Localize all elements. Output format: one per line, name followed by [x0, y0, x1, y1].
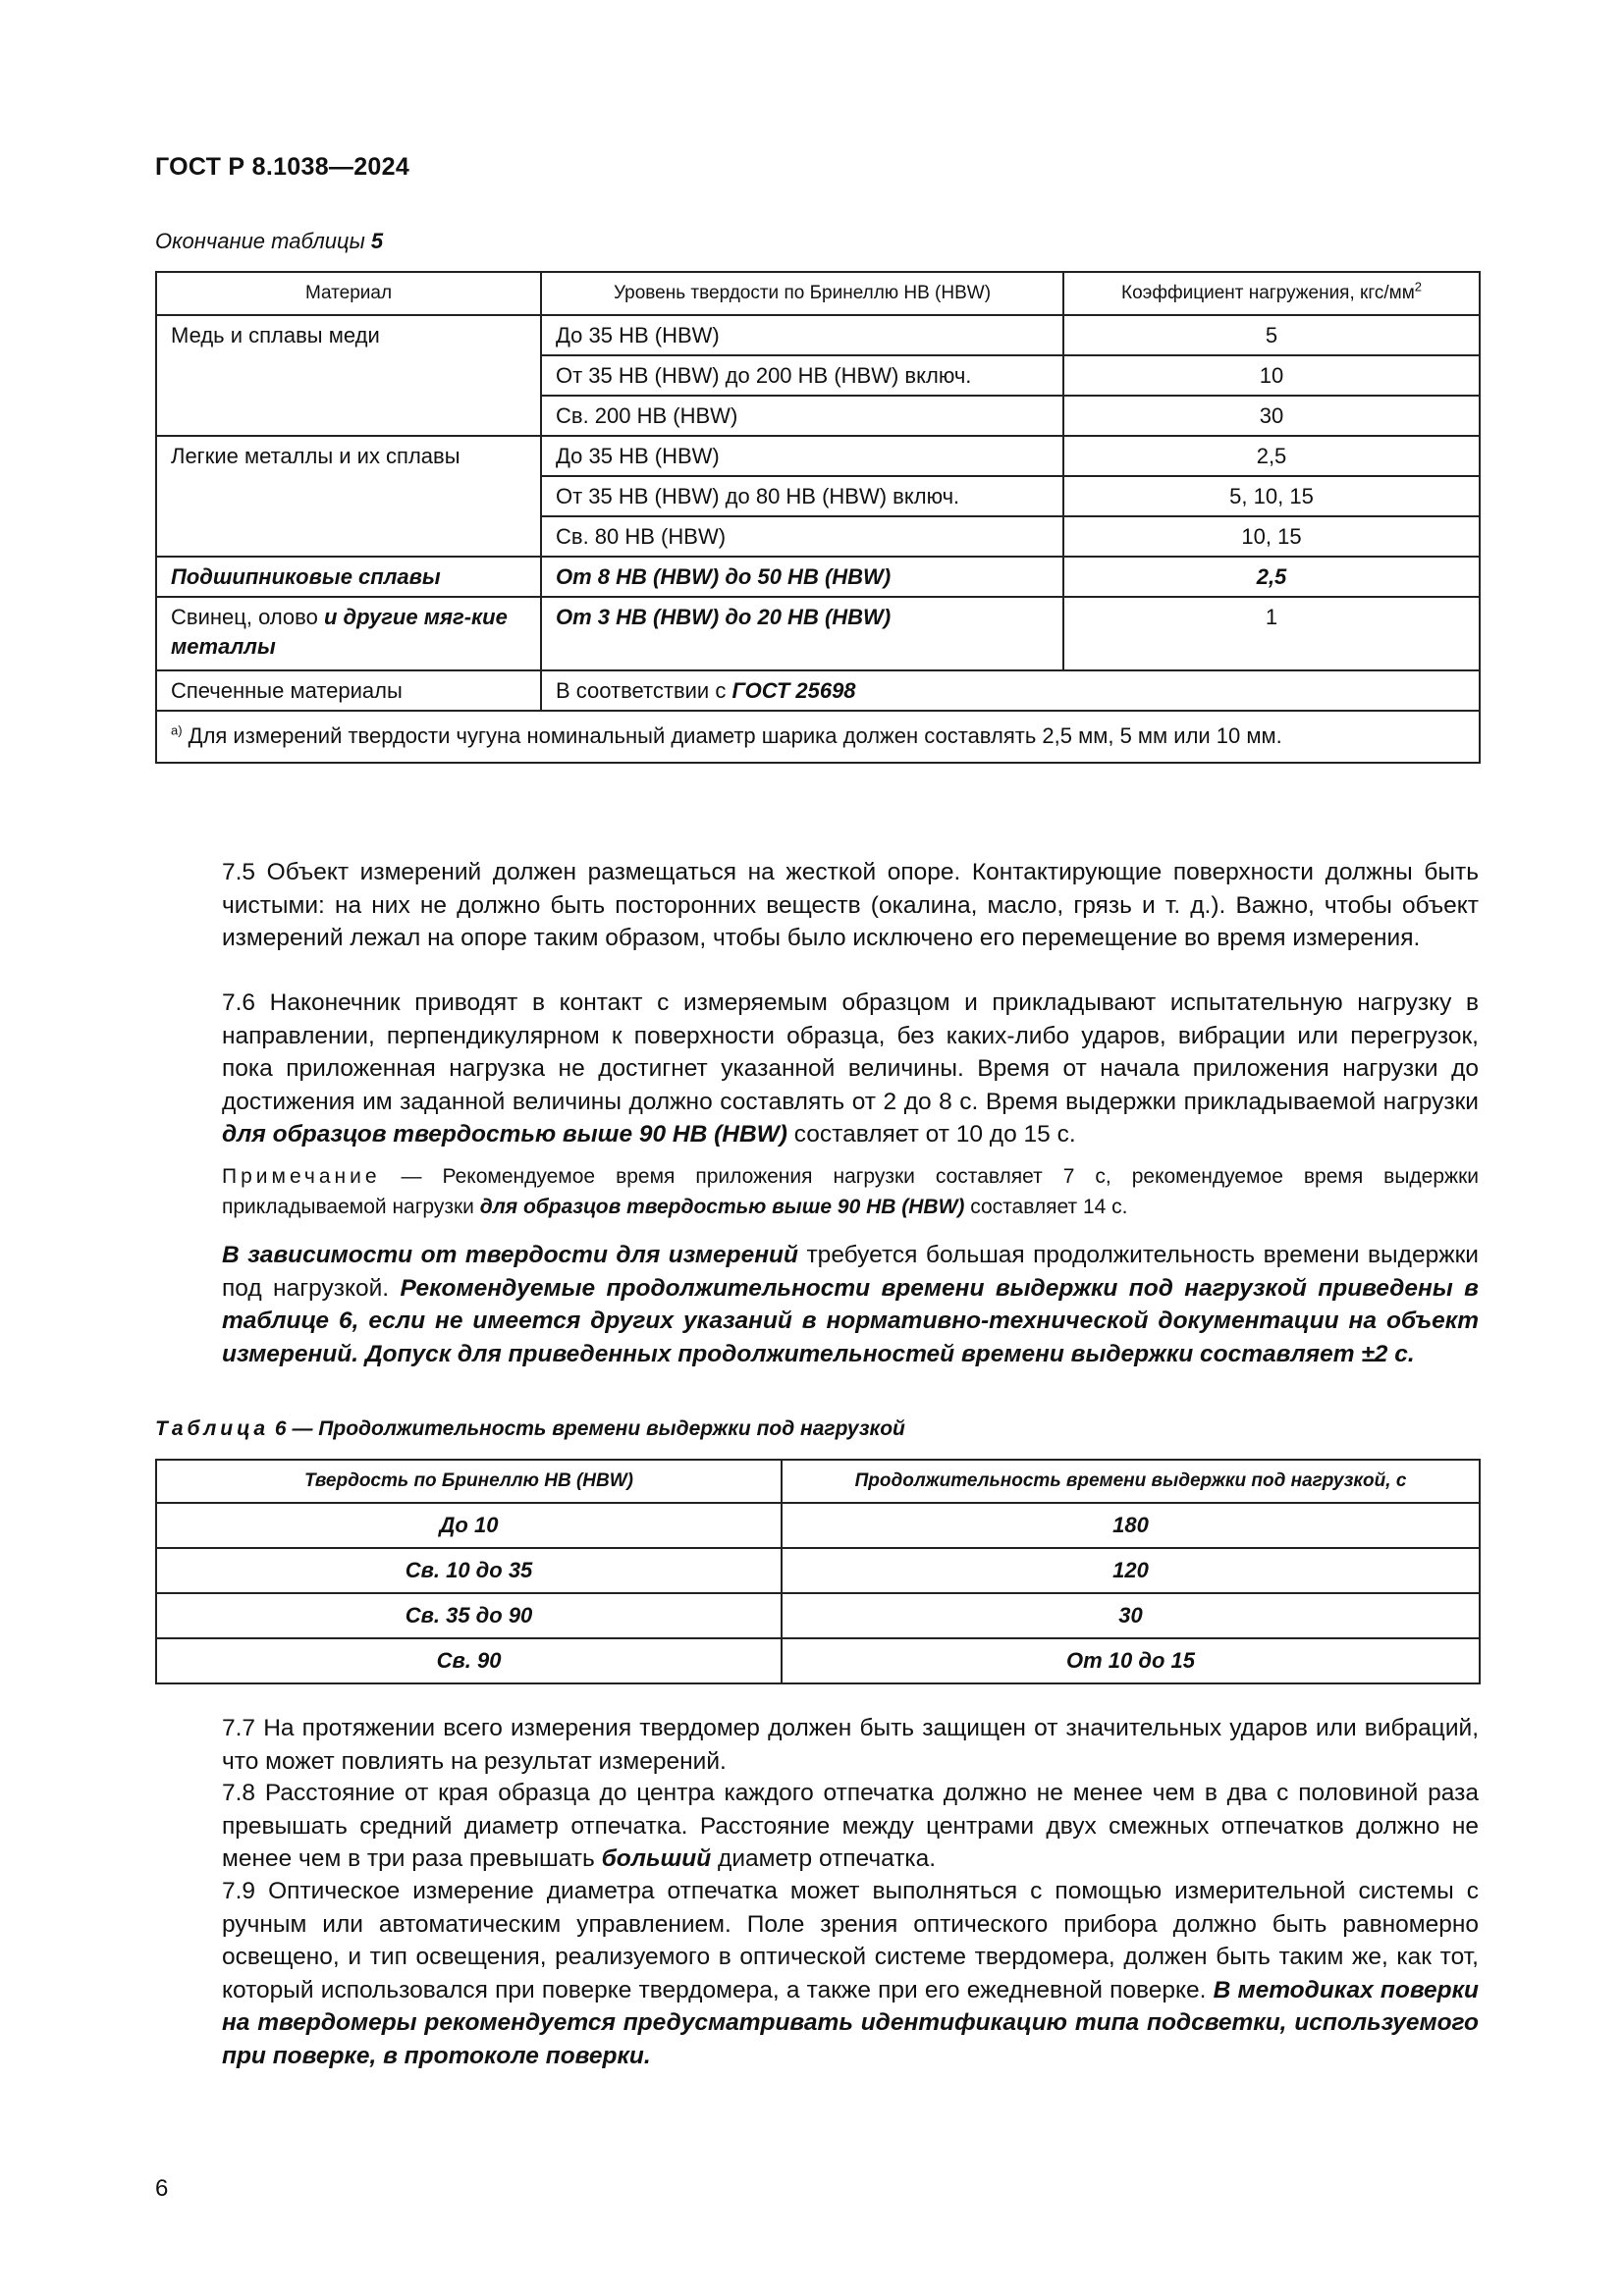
table-5 — [155, 271, 1481, 764]
table-row — [156, 436, 1480, 476]
level-cell: Св. 200 HB (HBW) — [541, 396, 1063, 436]
paragraph-7-8 — [155, 1777, 1479, 1876]
p79-bold: В методиках поверки на твердомеры рекомендуется предусматривать идентификацию типа подсветки, используемого при поверке, в протоколе поверки. — [222, 1976, 1480, 2069]
paragraph-7-7 — [155, 1712, 1479, 1778]
paragraph-text — [155, 1875, 1479, 2072]
table6-title — [155, 1417, 905, 1441]
table6-title-rest: 6 — Продолжительность времени выдержки под нагрузкой — [269, 1417, 905, 1440]
material-cell: Легкие металлы и их сплавы — [156, 436, 541, 476]
header-load-coefficient-text: Коэффициент нагружения, кгс/мм — [1121, 283, 1415, 303]
p78-bold: больший — [601, 1845, 712, 1872]
paragraph-7-9 — [155, 1875, 1479, 2072]
level-cell — [541, 670, 1480, 711]
paragraph-text — [155, 987, 1479, 1151]
level-cell: До 35 HB (HBW) — [541, 315, 1063, 355]
material-cell-empty — [156, 355, 541, 396]
table-row — [156, 355, 1480, 396]
paragraph-dependence — [155, 1239, 1479, 1370]
table-row — [156, 1638, 1480, 1683]
level-cell: От 3 HB (HBW) до 20 HB (HBW) — [541, 597, 1063, 670]
level-cell: От 35 HB (HBW) до 80 HB (HBW) включ. — [541, 476, 1063, 516]
header-load-coefficient — [1063, 272, 1480, 315]
time-cell: 180 — [782, 1503, 1480, 1548]
p78-text: 7.8 Расстояние от края образца до центра каждого отпечатка должно не менее чем в два с половиной раза превышать средний диаметр отпечатка. Расстояние между центрами двух смежных отпечатков должно не менее чем в три раза превышать — [222, 1780, 1479, 1872]
table-row — [156, 315, 1480, 355]
note-bold: для образцов твердостью выше 90 HB (HBW) — [479, 1196, 965, 1218]
p76-end: составляет от 10 до 15 с. — [786, 1121, 1076, 1148]
paragraph-text: 7.5 Объект измерений должен размещаться на жесткой опоре. Контактирующие поверхности должны быть чистыми: на них не должно быть посторонних веществ (окалина, масло, грязь и т. д.). Важно, чтобы объект измерений лежал на опоре таким образом, чтобы было исключено его перемещение во время измерения. — [222, 859, 1479, 951]
table-row — [156, 516, 1480, 557]
table-header-row — [156, 272, 1480, 315]
dep-bold-1: В зависимости от твердости для измерений — [222, 1242, 798, 1268]
table-header-row — [156, 1460, 1480, 1503]
time-cell: 120 — [782, 1548, 1480, 1593]
coef-cell: 2,5 — [1063, 436, 1480, 476]
note — [155, 1161, 1479, 1222]
time-cell: 30 — [782, 1593, 1480, 1638]
hardness-cell: До 10 — [156, 1503, 782, 1548]
dep-text: требуется большая продолжительность времени выдержки под нагрузкой. — [222, 1242, 1479, 1302]
document-code: ГОСТ Р 8.1038—2024 — [155, 153, 410, 181]
material-cell: Спеченные материалы — [156, 670, 541, 711]
paragraph-7-5 — [155, 856, 1479, 955]
paragraph-7-6 — [155, 987, 1479, 1151]
dep-bold-2: Рекомендуемые продолжительности времени выдержки под нагрузкой приведены в таблице 6, если не имеется других указаний в нормативно-технической документации на объект измерений. Допуск для приведенных продолжительностей времени выдержки составляет ±2 с. — [222, 1274, 1479, 1367]
note-label: Примечание — [222, 1165, 381, 1188]
table-footnote-row — [156, 711, 1480, 763]
table-row — [156, 1548, 1480, 1593]
material-cell: Медь и сплавы меди — [156, 315, 541, 355]
p76-text: 7.6 Наконечник приводят в контакт с измеряемым образцом и прикладывают испытательную нагрузку в направлении, перпендикулярном к поверхности образца, без каких-либо ударов, вибрации или перегрузок, пока приложенная нагрузка не достигнет указанной величины. Время от начала приложения нагрузки до достижения им заданной величины должно составлять от 2 до 8 с. Время выдержки прикладываемой нагрузки — [222, 989, 1479, 1115]
material-text: Свинец, олово — [171, 605, 324, 629]
header-hardness-level: Уровень твердости по Бринеллю HB (HBW) — [541, 272, 1063, 315]
coef-cell: 10 — [1063, 355, 1480, 396]
material-text-bold: и другие мяг-кие металлы — [171, 605, 508, 659]
note-end: составляет 14 с. — [964, 1196, 1128, 1218]
material-cell-empty — [156, 476, 541, 516]
header-material: Материал — [156, 272, 541, 315]
page-number: 6 — [155, 2175, 169, 2202]
material-cell-empty — [156, 396, 541, 436]
table-row — [156, 1593, 1480, 1638]
footnote-text: Для измерений твердости чугуна номинальный диаметр шарика должен составлять 2,5 мм, 5 мм или 10 мм. — [182, 723, 1282, 748]
caption-prefix: Окончание таблицы — [155, 229, 371, 253]
footnote-mark: а) — [171, 722, 183, 738]
table-row — [156, 597, 1480, 670]
paragraph-text: 7.7 На протяжении всего измерения твердомер должен быть защищен от значительных ударов или вибраций, что может повлиять на результат измерений. — [222, 1715, 1479, 1775]
p76-bold: для образцов твердостью выше 90 HB (HBW) — [222, 1121, 787, 1148]
table-footnote — [156, 711, 1480, 763]
paragraph-text — [155, 1239, 1479, 1370]
hardness-cell: Св. 35 до 90 — [156, 1593, 782, 1638]
coef-cell: 10, 15 — [1063, 516, 1480, 557]
table-row — [156, 557, 1480, 597]
coef-cell: 5, 10, 15 — [1063, 476, 1480, 516]
table-row — [156, 476, 1480, 516]
hardness-cell: Св. 10 до 35 — [156, 1548, 782, 1593]
header-duration: Продолжительность времени выдержки под нагрузкой, с — [782, 1460, 1480, 1503]
superscript-2: 2 — [1414, 279, 1422, 294]
note-text — [155, 1161, 1479, 1222]
table5-continuation-caption — [155, 229, 383, 254]
gost-reference: ГОСТ 25698 — [731, 678, 856, 703]
coef-cell: 2,5 — [1063, 557, 1480, 597]
level-cell: От 8 HB (HBW) до 50 HB (HBW) — [541, 557, 1063, 597]
p78-end: диаметр отпечатка. — [711, 1845, 937, 1872]
header-hardness: Твердость по Бринеллю HB (HBW) — [156, 1460, 782, 1503]
caption-number: 5 — [370, 229, 384, 253]
coef-cell: 5 — [1063, 315, 1480, 355]
level-cell: Св. 80 HB (HBW) — [541, 516, 1063, 557]
hardness-cell: Св. 90 — [156, 1638, 782, 1683]
paragraph-text — [155, 1777, 1479, 1876]
table-row — [156, 670, 1480, 711]
level-text: В соответствии с — [556, 678, 732, 703]
p79-text: 7.9 Оптическое измерение диаметра отпечатка может выполняться с помощью измерительной системы с ручным или автоматическим управлением. Поле зрения оптического прибора должно быть равномерно освещено, и тип освещения, реализуемого в оптической системе твердомера, должен быть таким же, как тот, который использовался при поверке твердомера, а также при его ежедневной поверке. — [222, 1878, 1479, 2003]
table-row — [156, 396, 1480, 436]
table6-title-word: Таблица — [155, 1417, 270, 1440]
coef-cell: 1 — [1063, 597, 1480, 670]
time-cell: От 10 до 15 — [782, 1638, 1480, 1683]
note-body: — Рекомендуемое время приложения нагрузки составляет 7 с, рекомендуемое время выдержки прикладываемой нагрузки — [222, 1165, 1479, 1218]
coef-cell: 30 — [1063, 396, 1480, 436]
material-cell-empty — [156, 516, 541, 557]
material-cell: Подшипниковые сплавы — [156, 557, 541, 597]
table-row — [156, 1503, 1480, 1548]
material-cell — [156, 597, 541, 670]
level-cell: От 35 HB (HBW) до 200 HB (HBW) включ. — [541, 355, 1063, 396]
table-6 — [155, 1459, 1481, 1684]
level-cell: До 35 HB (HBW) — [541, 436, 1063, 476]
